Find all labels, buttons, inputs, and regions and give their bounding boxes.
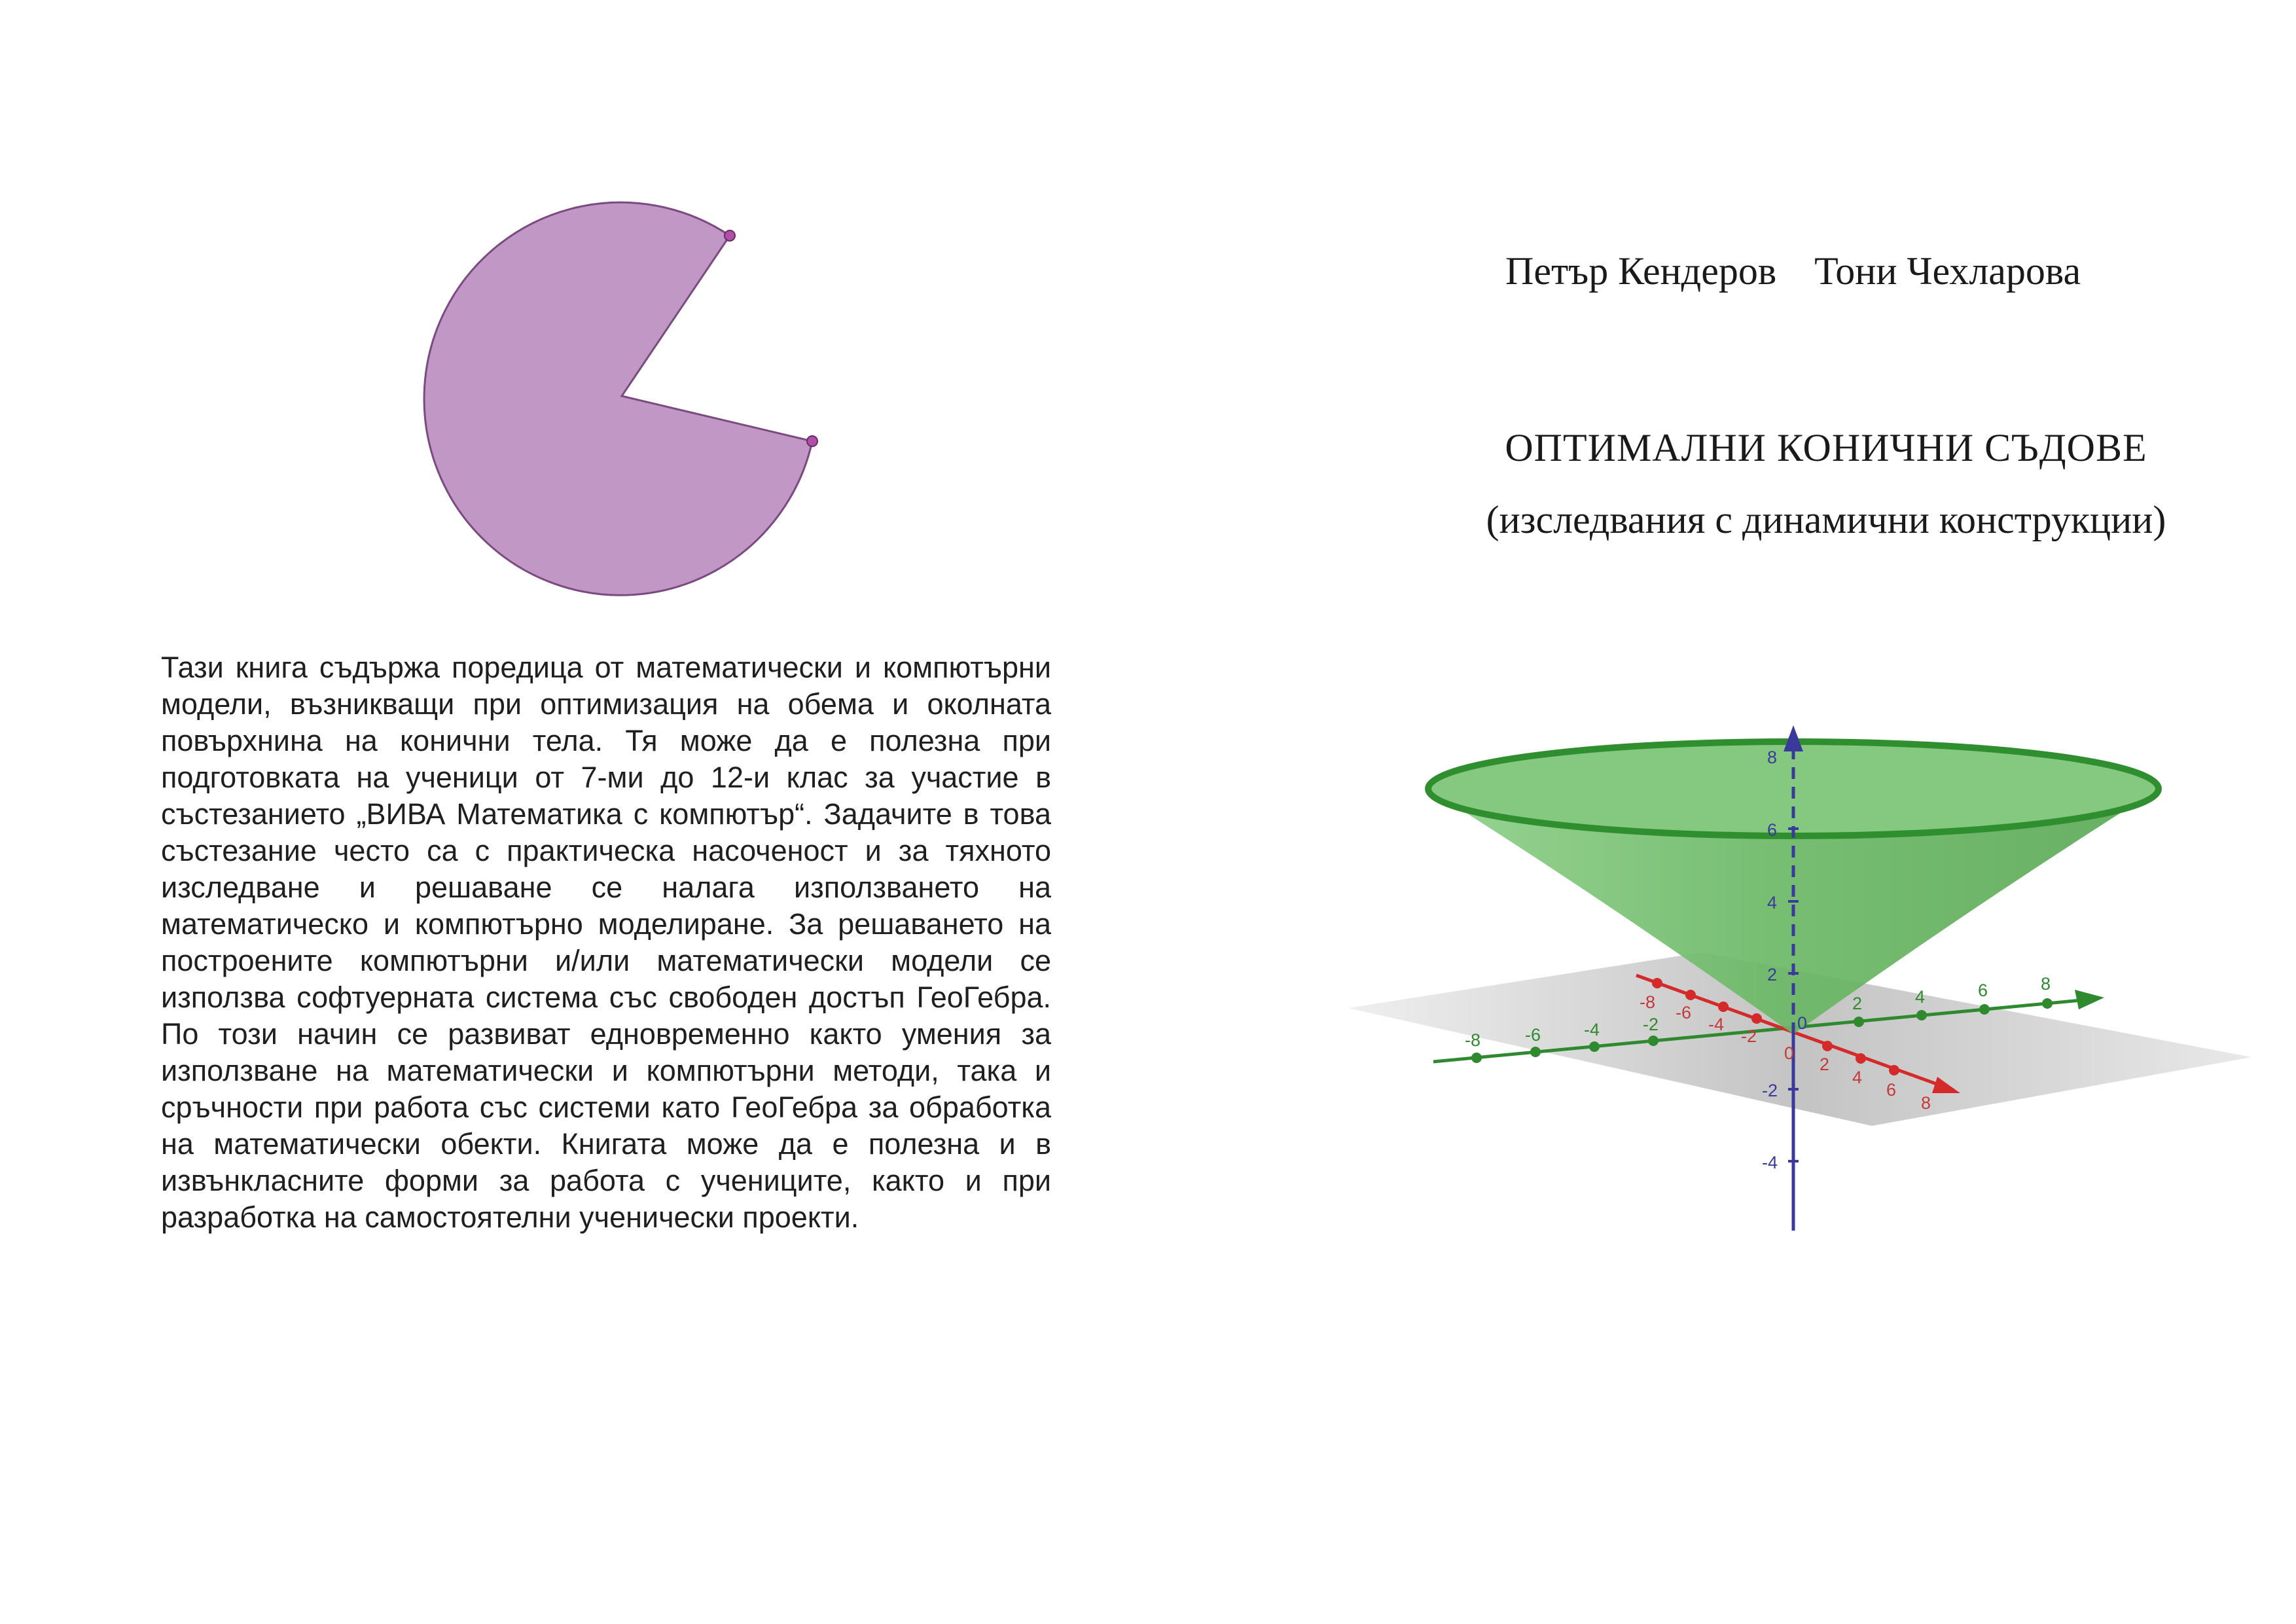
z-tick-label: -2	[1762, 1081, 1778, 1100]
author-2: Тони Чехларова	[1814, 249, 2081, 293]
y-tick-label: -6	[1525, 1025, 1541, 1045]
author-1: Петър Кендеров	[1505, 249, 1777, 293]
x-tick-label: 2	[1820, 1055, 1830, 1074]
x-tick-label: -4	[1708, 1015, 1725, 1034]
blurb-text: Тази книга съдържа поредица от математически и компютърни модели, възникващи при оптимизация на обема и околната повърхнина на конични тела. Тя може да е полезна при подготовката на ученици от 7-ми до 12-и клас за участие в състезанието „ВИВА Математика с компютър“. Задачите в това състезание често са с практическа насоченост и за тяхното изследване и решаване се налага използването на математическо и компютърно моделиране. За решаването на построените компютърни и/или математически модели се използва софтуерната система със свободен достъп ГеоГебра. По този начин се развиват едновременно както умения за използване на математически и компютърни методи, така и сръчности при работа със системи като ГеоГебра за обработка на математически обекти. Книгата може да е полезна и в извънкласните форми за работа с учениците, както и при разработка на самостоятелни ученически проекти.	[161, 651, 1051, 1234]
y-tick-label: 4	[1915, 987, 1926, 1007]
circular-sector	[424, 202, 812, 595]
origin-label: 0	[1797, 1013, 1808, 1033]
x-tick-label: 6	[1886, 1080, 1897, 1100]
z-tick-label: -4	[1762, 1153, 1778, 1172]
x-tick-label: 0	[1784, 1043, 1795, 1063]
z-tick-label: 2	[1767, 965, 1778, 984]
z-tick-label: 8	[1767, 748, 1778, 767]
x-tick-label: -2	[1741, 1026, 1757, 1046]
y-axis-arrow	[2075, 990, 2104, 1009]
y-tick-label: 8	[2041, 974, 2051, 994]
y-tick-label: 6	[1978, 981, 1988, 1000]
cone-net-sector-figure	[406, 177, 864, 609]
x-tick-label: 4	[1852, 1068, 1863, 1087]
z-axis-arrow	[1784, 725, 1803, 751]
sector-endpoint-top	[725, 230, 735, 241]
y-tick-label: -8	[1465, 1030, 1481, 1050]
authors	[1505, 249, 2147, 294]
book-title: ОПТИМАЛНИ КОНИЧНИ СЪДОВЕ	[1505, 426, 2147, 469]
x-tick-label: -6	[1676, 1003, 1692, 1022]
y-tick-label: -4	[1584, 1020, 1600, 1039]
sector-endpoint-right	[807, 436, 817, 446]
z-tick-label: 4	[1767, 893, 1778, 912]
x-tick-label: 8	[1921, 1093, 1931, 1113]
back-cover-blurb	[161, 649, 1051, 1236]
y-tick-label: -2	[1643, 1015, 1659, 1034]
x-tick-label: -8	[1640, 992, 1656, 1012]
cone-3d-figure	[1322, 707, 2265, 1257]
book-subtitle: (изследвания с динамични конструкции)	[1486, 498, 2166, 541]
y-tick-label: 2	[1852, 994, 1863, 1013]
z-tick-label: 6	[1767, 820, 1778, 840]
